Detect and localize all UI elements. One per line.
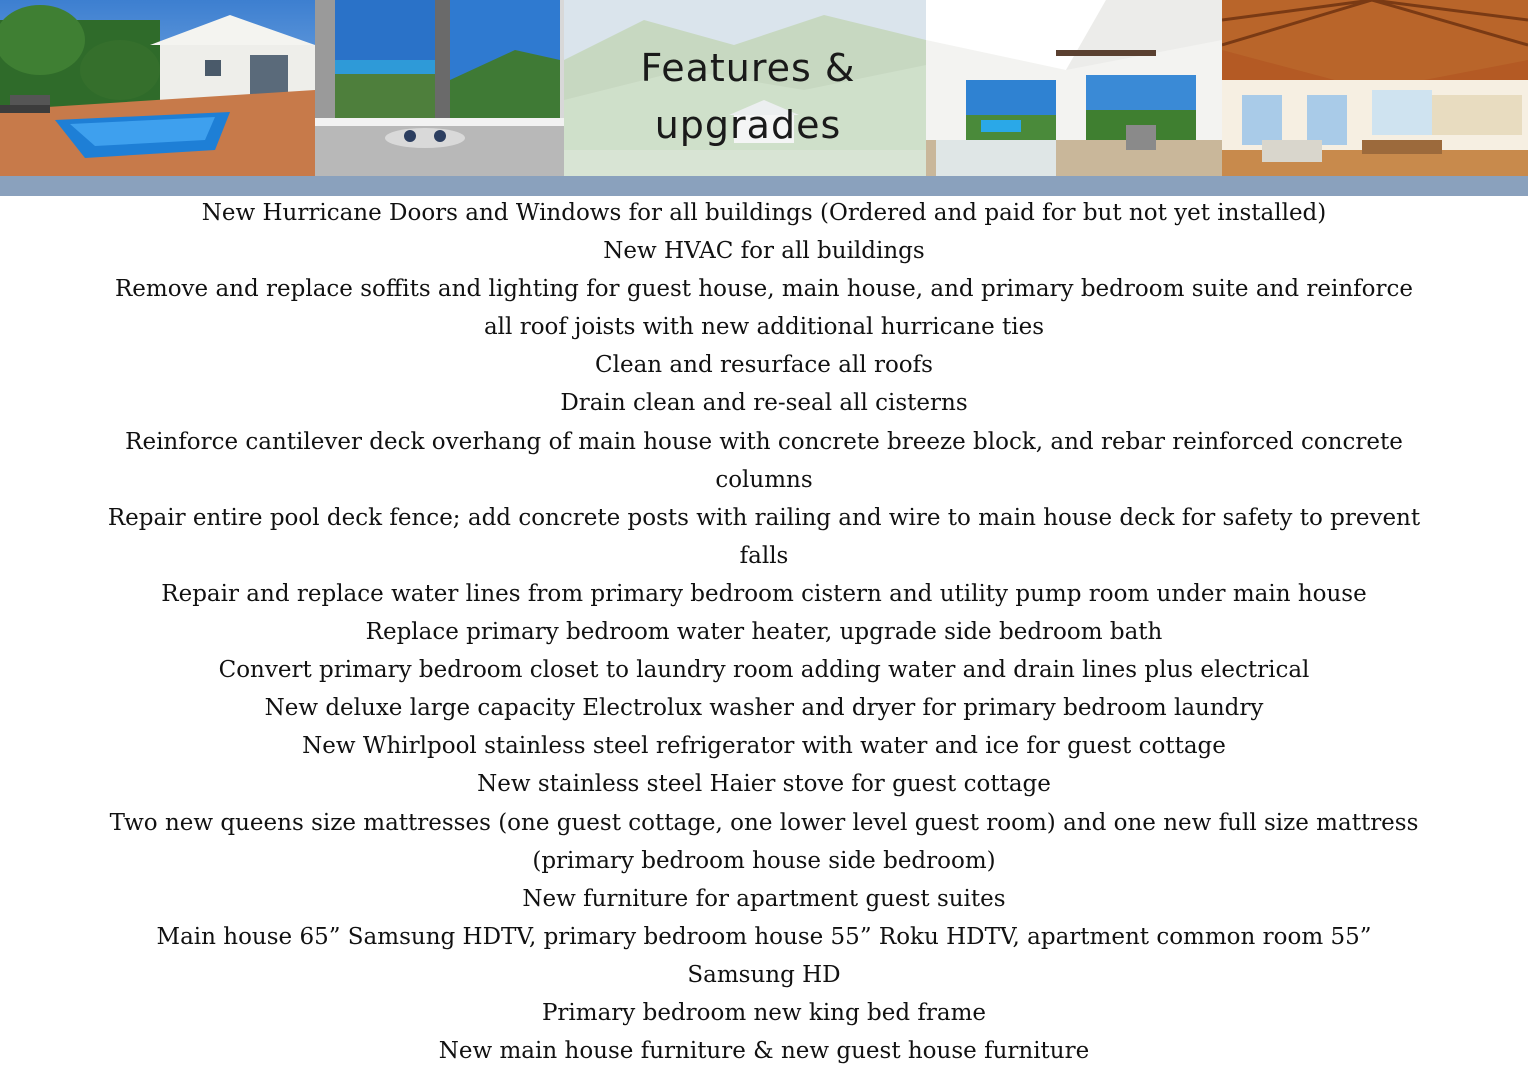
feature-item: Main house 65” Samsung HDTV, primary bedroom house 55” Roku HDTV, apartment common room 55” Samsung HD [156, 923, 1372, 988]
feature-item: New HVAC for all buildings [603, 238, 925, 265]
bedroom-photo [926, 0, 1222, 176]
header-banner [0, 0, 1528, 176]
feature-item: Reinforce cantilever deck overhang of main house with concrete breeze block, and rebar reinforced concrete columns [125, 428, 1403, 493]
feature-item: Convert primary bedroom closet to laundry room adding water and drain lines plus electrical [218, 657, 1310, 684]
features-list [0, 194, 1528, 1070]
feature-item: Drain clean and re-seal all cisterns [560, 390, 968, 417]
feature-item: New main house furniture & new guest house furniture [438, 1038, 1090, 1065]
feature-item: New stainless steel Haier stove for guest cottage [477, 771, 1051, 798]
feature-item: Repair entire pool deck fence; add concrete posts with railing and wire to main house deck for safety to prevent falls [107, 504, 1421, 569]
feature-item: Clean and resurface all roofs [595, 352, 933, 379]
corner-window-photo [315, 0, 564, 176]
title-line-1: Features & [640, 46, 856, 90]
feature-item: New Whirlpool stainless steel refrigerator with water and ice for guest cottage [302, 733, 1226, 760]
feature-item: Replace primary bedroom water heater, upgrade side bedroom bath [365, 619, 1163, 646]
feature-item: New furniture for apartment guest suites [522, 885, 1006, 912]
living-room-photo [1222, 0, 1528, 176]
feature-item: New Hurricane Doors and Windows for all buildings (Ordered and paid for but not yet installed) [201, 200, 1327, 226]
feature-item: Repair and replace water lines from primary bedroom cistern and utility pump room under main house [161, 580, 1367, 607]
feature-item: Two new queens size mattresses (one guest cottage, one lower level guest room) and one new full size mattress (primary bedroom house side bedroom) [109, 809, 1419, 874]
accent-strip [0, 176, 1528, 196]
pool-photo [0, 0, 315, 176]
feature-item: New deluxe large capacity Electrolux washer and dryer for primary bedroom laundry [264, 695, 1264, 722]
page-title [600, 40, 896, 154]
feature-item: Primary bedroom new king bed frame [541, 999, 987, 1026]
title-line-2: upgrades [654, 103, 842, 147]
feature-item: Remove and replace soffits and lighting for guest house, main house, and primary bedroom suite and reinforce all roof joists with new additional hurricane ties [114, 276, 1414, 341]
